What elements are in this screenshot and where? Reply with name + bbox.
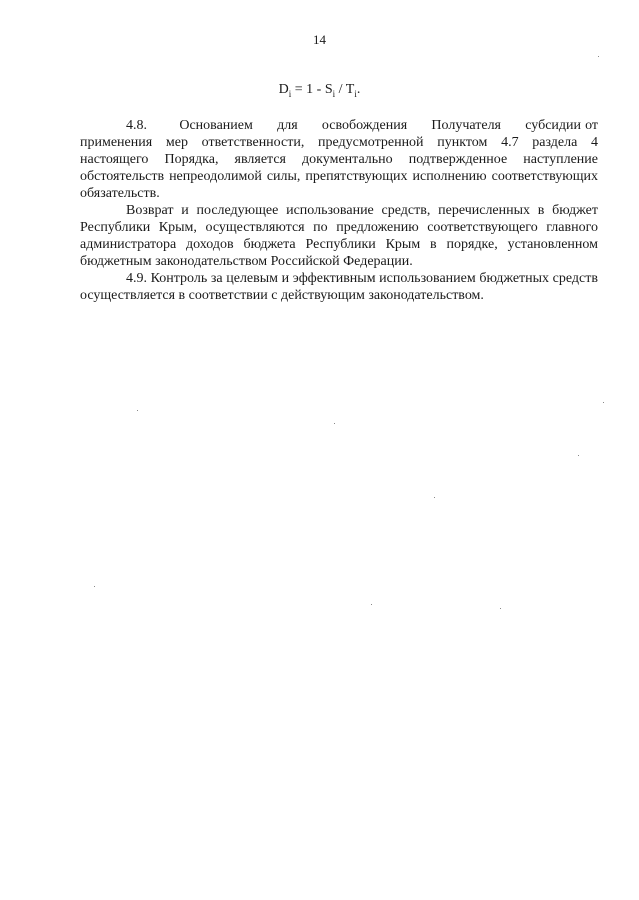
- page-number: 14: [313, 32, 326, 47]
- formula-rhs-sub: i: [354, 88, 357, 99]
- scan-speck: [578, 455, 579, 456]
- paragraph-4-9: 4.9. Контроль за целевым и эффективным использованием бюджетных средств осуществляется в соответствии с действующим законодательством.: [80, 271, 598, 303]
- scan-speck: [598, 56, 599, 57]
- scan-speck: [371, 604, 372, 605]
- paragraph-refund: Возврат и последующее использование средств, перечисленных в бюджет Республики Крым, осуществляются по предложению соответствующего главного администратора доходов бюджета Республики Крым в порядке, установленном бюджетным законодательством Российской Федерации.: [80, 203, 598, 269]
- formula-rhs: / T: [335, 82, 355, 97]
- formula-end: .: [356, 82, 361, 97]
- formula-lhs-sub: i: [288, 88, 292, 99]
- scan-speck: [434, 497, 435, 498]
- formula: [0, 82, 639, 99]
- scan-speck: [334, 423, 335, 424]
- formula-mid-sub: i: [332, 88, 336, 99]
- formula-lhs: D: [278, 82, 289, 97]
- scan-speck: [94, 586, 95, 587]
- scan-speck: [500, 608, 501, 609]
- scan-speck: [137, 410, 138, 411]
- paragraph-4-8: 4.8. Основанием для освобождения Получателя субсидии от применения мер ответственности, предусмотренной пунктом 4.7 раздела 4 настоящего Порядка, является документально подтвержденное наступление обстоятельств непреодолимой силы, препятствующих исполнению соответствующих обязательств.: [80, 118, 602, 201]
- formula-mid: = 1 - S: [291, 82, 333, 97]
- scan-speck: [603, 402, 604, 403]
- body-text: [80, 117, 602, 304]
